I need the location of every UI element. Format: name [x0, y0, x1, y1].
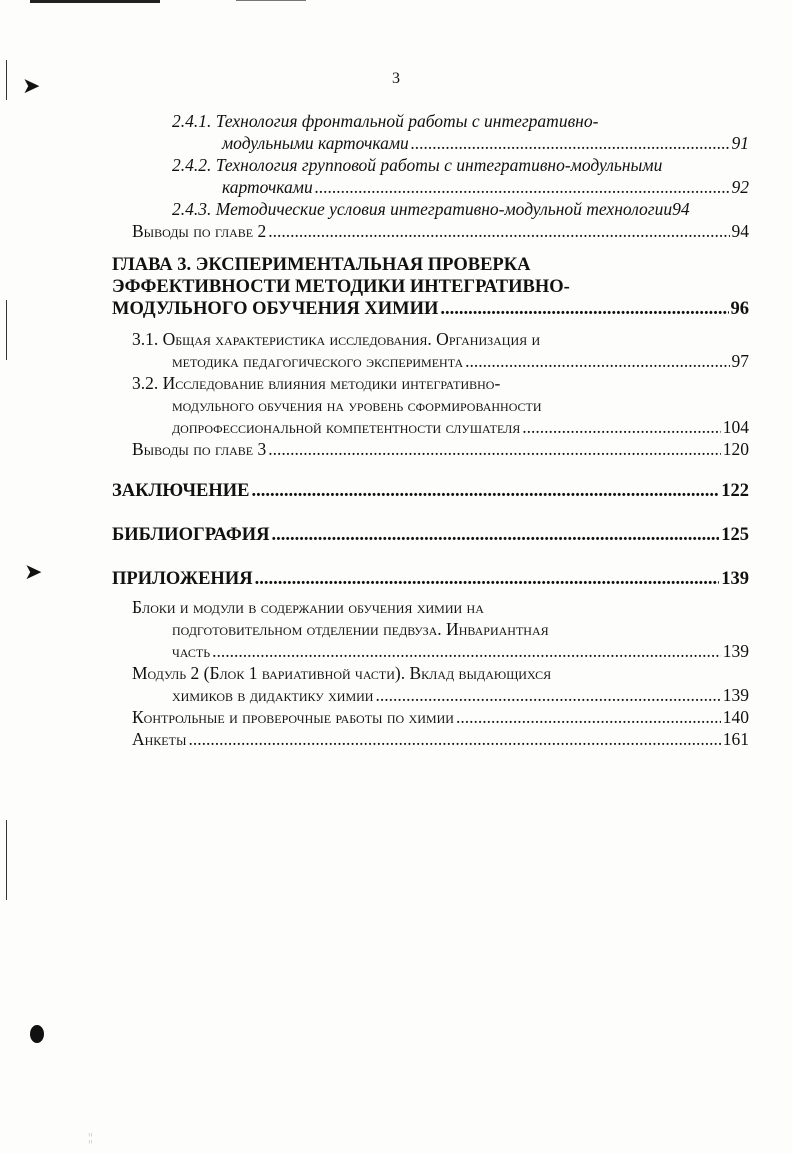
toc-conclusion[interactable] — [112, 480, 749, 502]
leader-dots — [212, 640, 721, 662]
toc-entry-title: 2.4.2. Технология групповой работы с интегративно-модульными — [172, 155, 663, 175]
leader-dots — [456, 706, 721, 728]
leader-dots — [465, 350, 729, 372]
toc-entry-3-2[interactable] — [132, 372, 749, 438]
toc-entry-appx-questionnaires[interactable] — [132, 728, 749, 750]
toc-page-number: 140 — [722, 707, 749, 727]
toc-entry-title-cont: химиков в дидактику химии — [172, 685, 374, 705]
toc-page-number: 125 — [721, 525, 749, 545]
binder-hole-dot — [30, 1025, 44, 1043]
leader-dots — [268, 220, 729, 242]
toc-entry-title: Блоки и модули в содержании обучения химии на — [132, 597, 484, 617]
leader-dots — [411, 132, 730, 154]
toc-entry-appx-blocks[interactable] — [132, 596, 749, 662]
toc-appendices[interactable] — [112, 568, 749, 590]
toc-page-number: 91 — [731, 133, 749, 153]
toc-entry-title: Выводы по главе 3 — [132, 439, 267, 459]
leader-dots — [440, 298, 728, 320]
scan-edge-top-2 — [236, 0, 306, 1]
toc-page-number: 94 — [731, 221, 749, 241]
binder-hole-mark: ➤ — [24, 560, 43, 585]
toc-entry-title: Контрольные и проверочные работы по химии — [132, 707, 454, 727]
toc-bibliography[interactable] — [112, 524, 749, 546]
toc-page-number: 94 — [672, 199, 690, 219]
toc-page-number: 139 — [722, 641, 749, 661]
toc-entry-title-cont: часть — [172, 641, 211, 661]
toc-entry-title-cont: карточками — [222, 177, 313, 197]
leader-dots — [255, 568, 720, 590]
toc-entry-appx-tests[interactable] — [132, 706, 749, 728]
chapter-title: ЗАКЛЮЧЕНИЕ — [112, 481, 250, 501]
toc-entry-appx-module2[interactable] — [132, 662, 749, 706]
toc-entry-title-cont: модульными карточками — [222, 133, 409, 153]
toc-entry-title-cont: подготовительном отделении педвуза. Инвариантная — [172, 619, 549, 639]
toc-entry-title: Анкеты — [132, 729, 187, 749]
leader-dots — [252, 480, 720, 502]
toc-entry-2-4-1[interactable] — [132, 110, 749, 154]
page-number: 3 — [392, 70, 400, 87]
toc-page-number: 139 — [722, 685, 749, 705]
toc-entry-2-4-2[interactable] — [132, 154, 749, 198]
toc-page-number: 120 — [722, 439, 749, 459]
toc-entry-title: 3.1. Общая характеристика исследования. Организация и — [132, 329, 541, 349]
toc-page-number: 96 — [730, 299, 749, 319]
toc-entry-title-cont: допрофессиональной компетентности слушателя — [172, 417, 521, 437]
toc-entry-2-4-3[interactable] — [132, 198, 749, 220]
toc-entry-3-1[interactable] — [132, 328, 749, 372]
toc-entry-title-cont: методика педагогического эксперимента — [172, 351, 464, 371]
toc-page-number: 104 — [722, 417, 749, 437]
scan-edge-left — [6, 300, 7, 360]
toc-page-number: 139 — [721, 569, 749, 589]
toc-entry-title: 2.4.3. Методические условия интегративно-модульной технологии — [172, 199, 673, 219]
toc-entry-title: 2.4.1. Технология фронтальной работы с интегративно- — [172, 111, 599, 131]
chapter-title: ПРИЛОЖЕНИЯ — [112, 569, 253, 589]
toc-page-number: 97 — [731, 351, 749, 371]
leader-dots — [375, 684, 720, 706]
toc-entry-title: 3.2. Исследование влияния методики интегративно- — [132, 373, 501, 393]
toc-entry-conclusions-ch2[interactable] — [132, 220, 749, 242]
chapter-title-cont: МОДУЛЬНОГО ОБУЧЕНИЯ ХИМИИ — [112, 299, 439, 319]
toc-entry-conclusions-ch3[interactable] — [132, 438, 749, 460]
scan-edge-top — [30, 0, 160, 3]
toc-page-number: 161 — [722, 729, 749, 749]
chapter-title: БИБЛИОГРАФИЯ — [112, 525, 270, 545]
leader-dots — [522, 416, 720, 438]
toc-entry-title: Модуль 2 (Блок 1 вариативной части). Вклад выдающихся — [132, 663, 552, 683]
scan-noise: ¦¦ — [88, 1130, 93, 1144]
toc-entry-title: Выводы по главе 2 — [132, 221, 267, 241]
leader-dots — [268, 438, 721, 460]
toc-page-number: 92 — [731, 177, 749, 197]
chapter-title-cont: ЭФФЕКТИВНОСТИ МЕТОДИКИ ИНТЕГРАТИВНО- — [112, 277, 570, 297]
leader-dots — [188, 728, 720, 750]
leader-dots — [315, 176, 730, 198]
scan-edge-left — [6, 820, 7, 900]
binder-hole-mark: ➤ — [22, 74, 41, 99]
table-of-contents — [112, 110, 749, 750]
toc-chapter-3[interactable] — [112, 254, 749, 320]
chapter-title: ГЛАВА 3. ЭКСПЕРИМЕНТАЛЬНАЯ ПРОВЕРКА — [112, 255, 531, 275]
toc-entry-title-cont: модульного обучения на уровень сформированности — [172, 395, 542, 415]
leader-dots — [272, 524, 720, 546]
toc-page-number: 122 — [721, 481, 749, 501]
